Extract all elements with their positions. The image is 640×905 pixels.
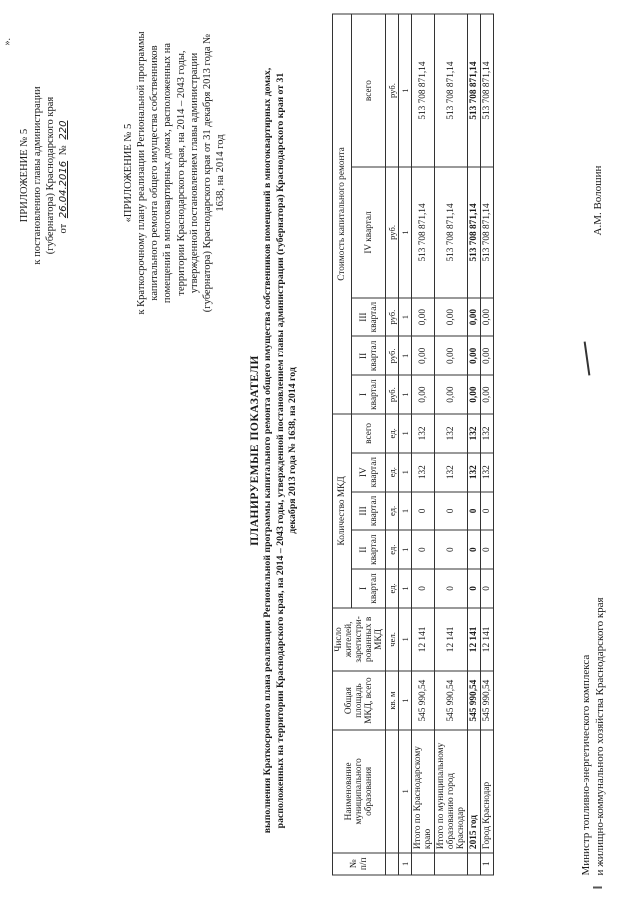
index-cell: 1 [399,413,412,452]
row-qty-q1: 0 [468,569,481,608]
row-residents: 12 141 [435,607,468,670]
appendix-reference [122,25,227,320]
row-cost-q1: 0,00 [412,375,435,414]
cost-q4-header: IV квартал [352,167,386,298]
header-row [333,14,352,875]
units-row [386,14,399,875]
row-qty-q2: 0 [435,530,468,569]
position-line: Министр топливно-энергетического комплекса [580,654,592,875]
row-qty-total: 132 [435,413,468,452]
unit-cell: кв. м [386,671,399,730]
unit-cell: руб. [386,14,399,167]
cost-q1-header: I квартал [352,375,386,414]
row-qty-q4: 132 [412,452,435,491]
cost-q3-header: III квартал [352,297,386,336]
col-qty-header: Количество МКД [333,413,352,607]
row-cost-q2: 0,00 [481,336,494,375]
col-num-header: № п/п [333,852,386,874]
appendix-date-line [57,40,71,310]
index-cell: 1 [399,852,412,874]
indicators-table [332,13,494,875]
row-area: 545 990,54 [481,671,494,730]
row-cost-q2: 0,00 [468,336,481,375]
row-qty-total: 132 [412,413,435,452]
unit-cell: руб. [386,167,399,298]
row-cost-q3: 0,00 [468,297,481,336]
signatory-name: А.М. Волошин [592,165,604,235]
col-area-header: Общая площадь МКД, всего [333,671,386,730]
appendix-header [18,40,71,310]
index-cell: 1 [399,14,412,167]
row-qty-q3: 0 [412,491,435,530]
row-number [435,852,468,874]
row-number: 1 [481,852,494,874]
unit-cell: руб. [386,336,399,375]
margin-mark [593,886,602,888]
col-residents-header: Число жителей, зарегистри-рованных в МКД [333,607,386,670]
unit-cell: ед. [386,452,399,491]
col-name-header: Наименование муниципального образования [333,730,386,852]
row-cost-q4: 513 708 871,14 [435,167,468,298]
appendix-ref-line: к постановлению главы администрации [32,85,44,265]
row-area: 545 990,54 [468,671,481,730]
row-qty-q3: 0 [468,491,481,530]
unit-cell: ед. [386,569,399,608]
row-qty-q2: 0 [412,530,435,569]
closing-mark: ». [2,37,13,45]
unit-cell: чел. [386,607,399,670]
row-qty-q3: 0 [435,491,468,530]
row-name: Итого по муниципальному образованию город Краснодар [435,730,468,852]
index-row [399,14,412,875]
handwritten-date: 26.04.2016 [58,160,70,218]
qty-q2-header: II квартал [352,530,386,569]
row-area: 545 990,54 [435,671,468,730]
table-row [468,14,481,875]
row-qty-q2: 0 [481,530,494,569]
row-qty-q1: 0 [412,569,435,608]
appendix-ref-line: (губернатора) Краснодарского края [45,96,57,254]
title-description: выполнения Краткосрочного плана реализации Региональной программы капитального ремонта общего имущества собственников помещений в многоквартирных домах, расположенных на территории Краснодарского края, на 2014 – 2043 годы, утвержденной постановлением главы администрации (губернатора) Краснодарского края от 31 декабря 2013 года № 1638, на 2014 год [262,67,298,833]
row-cost-total: 513 708 871,14 [435,14,468,167]
index-cell: 1 [399,491,412,530]
row-qty-q3: 0 [481,491,494,530]
signature-stroke [584,341,591,375]
unit-cell: ед. [386,530,399,569]
row-name: Итого по Краснодарскому краю [412,730,435,852]
unit-cell: руб. [386,375,399,414]
row-qty-q1: 0 [435,569,468,608]
row-cost-q1: 0,00 [468,375,481,414]
number-prefix: № [58,144,70,155]
row-residents: 12 141 [412,607,435,670]
unit-cell: ед. [386,413,399,452]
row-name: Город Краснодар [481,730,494,852]
row-cost-q4: 513 708 871,14 [468,167,481,298]
index-cell: 1 [399,530,412,569]
qty-total-header: всего [352,413,386,452]
row-number [412,852,435,874]
index-cell: 1 [399,375,412,414]
unit-cell: руб. [386,297,399,336]
row-residents: 12 141 [481,607,494,670]
index-cell: 1 [399,730,412,852]
document-title [248,65,299,835]
row-cost-total: 513 708 871,14 [468,14,481,167]
index-cell: 1 [399,452,412,491]
row-cost-q3: 0,00 [435,297,468,336]
unit-cell [386,730,399,852]
row-area: 545 990,54 [412,671,435,730]
row-cost-q3: 0,00 [481,297,494,336]
handwritten-number: 220 [58,120,70,140]
cost-total-header: всего [352,14,386,167]
row-qty-q4: 132 [435,452,468,491]
row-name: 2015 год [468,730,481,852]
row-cost-q3: 0,00 [412,297,435,336]
row-cost-q2: 0,00 [412,336,435,375]
index-cell: 1 [399,336,412,375]
index-cell: 1 [399,607,412,670]
qty-q4-header: IV квартал [352,452,386,491]
col-cost-header: Стоимость капитального ремонта [333,14,352,414]
table-row [435,14,468,875]
date-prefix: от [58,223,70,233]
index-cell: 1 [399,569,412,608]
appendix-reference-text: к Краткосрочному плану реализации Региональной программы капитального ремонта общего имущества собственников помещений в многоквартирных домах, расположенных на территории Краснодарского края, на 2014 – 2043 годы, утвержденной постановлением главы администрации (губернатора) Краснодарского края от 31 декабря 2013 года № 1638, на 2014 год [136,30,226,315]
row-number [468,852,481,874]
row-cost-total: 513 708 871,14 [481,14,494,167]
row-cost-total: 513 708 871,14 [412,14,435,167]
table-row [412,14,435,875]
row-residents: 12 141 [468,607,481,670]
index-cell: 1 [399,671,412,730]
title-heading: ПЛАНИРУЕМЫЕ ПОКАЗАТЕЛИ [249,354,261,546]
row-cost-q1: 0,00 [435,375,468,414]
unit-cell: ед. [386,491,399,530]
cost-q2-header: II квартал [352,336,386,375]
row-cost-q4: 513 708 871,14 [481,167,494,298]
qty-q3-header: III квартал [352,491,386,530]
appendix-reference-title: «ПРИЛОЖЕНИЕ № 5 [123,123,134,222]
signatory-position [580,475,608,875]
index-cell: 1 [399,297,412,336]
row-qty-total: 132 [468,413,481,452]
position-line: и жилищно-коммунального хозяйства Краснодарского края [593,596,606,875]
row-qty-q2: 0 [468,530,481,569]
table-row [481,14,494,875]
appendix-title: ПРИЛОЖЕНИЕ № 5 [19,128,30,222]
unit-cell [386,852,399,874]
qty-q1-header: I квартал [352,569,386,608]
row-qty-q4: 132 [468,452,481,491]
row-qty-q1: 0 [481,569,494,608]
row-cost-q2: 0,00 [435,336,468,375]
row-cost-q1: 0,00 [481,375,494,414]
index-cell: 1 [399,167,412,298]
row-qty-q4: 132 [481,452,494,491]
row-cost-q4: 513 708 871,14 [412,167,435,298]
row-qty-total: 132 [481,413,494,452]
